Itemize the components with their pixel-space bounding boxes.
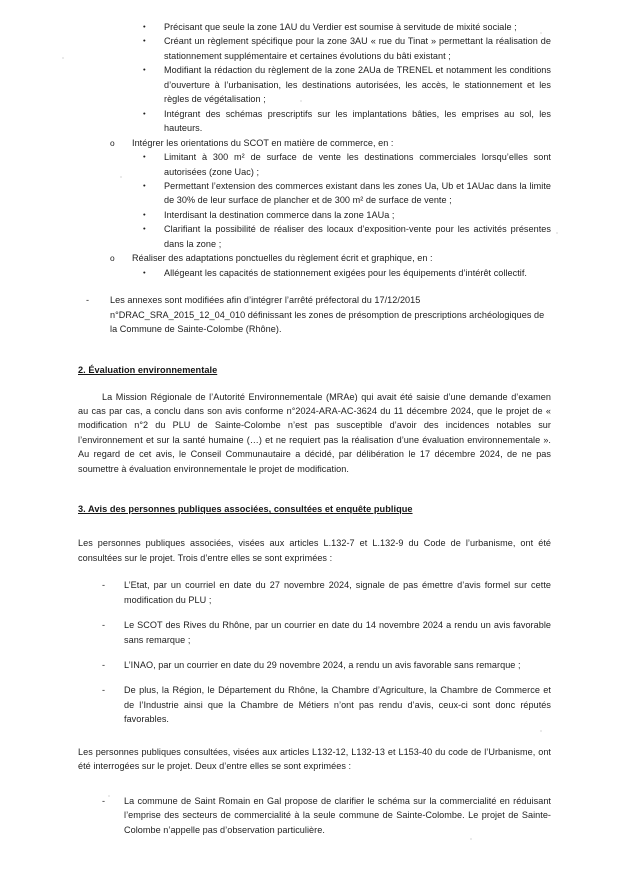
list-item-text: Limitant à 300 m² de surface de vente les destinations commerciales lorsqu’elles sont autorisées (zone Uac) ;: [164, 152, 551, 177]
list-item: [78, 208, 551, 222]
bullet-icon: •: [143, 224, 146, 234]
section-3-heading: 3. Avis des personnes publiques associées, consultées et enquête publique: [78, 504, 413, 515]
avis-consultees-list: [78, 794, 551, 837]
list-item-text: Permettant l’extension des commerces existant dans les zones Ua, Ub et 1AUac dans la limite de 30% de leur surface de plancher et de 300 m² de surface de vente ;: [164, 180, 551, 206]
bullet-icon: •: [143, 152, 146, 162]
list-item: [78, 20, 551, 34]
dash-marker-icon: -: [102, 795, 106, 806]
section-2-heading: 2. Évaluation environnementale: [78, 364, 218, 375]
section-3-intro-consultees: Les personnes publiques consultées, visées aux articles L132-12, L132-13 et L153-40 du code de l’Urbanisme, ont été interrogées sur le projet. Deux d’entre elles se sont exprimées :: [78, 746, 551, 772]
bullet-icon: •: [143, 267, 146, 277]
list-item: [78, 658, 551, 672]
spacer: [78, 337, 551, 363]
list-item: [78, 266, 551, 280]
bullet-icon: •: [143, 36, 146, 46]
annexes-text: Les annexes sont modifiées afin d’intégrer l’arrêté préfectoral du 17/12/2015 n°DRAC_SRA_2015_12_04_010 définissant les zones de présomption de prescriptions archéologiques de la Commune de Sainte-Colombe (Rhône).: [110, 295, 545, 335]
spacer: [78, 738, 551, 745]
list-item: [78, 794, 551, 837]
spacer: [78, 774, 551, 794]
dash-marker-icon: -: [102, 580, 106, 591]
list-item-text: Précisant que seule la zone 1AU du Verdier est soumise à servitude de mixité sociale ;: [164, 22, 517, 32]
list-item: [78, 179, 551, 208]
list-item-text: Intégrer les orientations du SCOT en matière de commerce, en :: [132, 137, 394, 148]
list-item-text: Intégrant des schémas prescriptifs sur les implantations bâties, les emprises au sol, les hauteurs.: [164, 108, 551, 134]
spacer: [78, 565, 551, 578]
bullet-icon: •: [143, 180, 146, 190]
dash-marker-icon: -: [102, 620, 106, 631]
list-item-text: Réaliser des adaptations ponctuelles du règlement écrit et graphique, en :: [132, 253, 433, 264]
list-item: [78, 222, 551, 251]
dash-marker-icon: -: [102, 685, 106, 696]
list-item: [78, 136, 551, 150]
list-item-text: Créant un règlement spécifique pour la zone 3AU « rue du Tinat » permettant la réalisation de stationnement supplémentaire et certaines évolutions du bâti existant ;: [164, 36, 551, 61]
modification-bullet-list: [78, 20, 551, 280]
list-item: [78, 578, 551, 607]
annexes-list-item: [78, 293, 551, 336]
list-item: [78, 34, 551, 63]
circle-marker-icon: o: [110, 137, 115, 148]
dash-marker-icon: -: [102, 659, 106, 670]
list-item: [78, 251, 551, 265]
circle-marker-icon: o: [110, 253, 115, 264]
list-item: [78, 63, 551, 106]
spacer: [78, 476, 551, 502]
bullet-icon: •: [143, 22, 146, 31]
list-item-text: L’INAO, par un courrier en date du 29 novembre 2024, a rendu un avis favorable sans remarque ;: [124, 659, 521, 670]
list-item-text: Clarifiant la possibilité de réaliser des locaux d’exposition-vente pour les activités présentes dans la zone ;: [164, 224, 551, 249]
avis-associees-list: [78, 578, 551, 727]
list-item-text: L’Etat, par un courriel en date du 27 novembre 2024, signale de pas émettre d’avis formel sur cette modification du PLU ;: [124, 580, 551, 605]
section-2-paragraph: La Mission Régionale de l’Autorité Environnementale (MRAe) qui avait été saisie d’une demande d’examen au cas par cas, a conclu dans son avis conforme n°2024-ARA-AC-3624 du 11 décembre 2024, que le projet de « modification n°2 du PLU de Sainte-Colombe n’est pas susceptible d’avoir des incidences notables sur l’environnement et sur la santé humaine (…) et ne requiert pas la réalisation d’une évaluation environnementale ». Au regard de cet avis, le Conseil Communautaire a décidé, par délibération le 17 décembre 2024, de ne pas soumettre à évaluation environnementale le projet de modification.: [78, 391, 551, 474]
dash-marker-icon: -: [86, 295, 90, 306]
spacer: [78, 516, 551, 536]
bullet-icon: •: [143, 209, 146, 219]
list-item-text: Modifiant la rédaction du règlement de la zone 2AUa de TRENEL et notamment les conditions d’ouverture à l’urbanisation, les destinations autorisées, les accès, le stationnement et les règles de végétalisation ;: [164, 65, 551, 105]
spacer: [78, 280, 551, 293]
list-item: [78, 107, 551, 136]
list-item-text: Interdisant la destination commerce dans la zone 1AUa ;: [164, 209, 395, 220]
spacer: [78, 377, 551, 390]
list-item-text: La commune de Saint Romain en Gal propose de clarifier le schéma sur la commercialité en réduisant l’emprise des secteurs de commercialité à la seule commune de Sainte-Colombe. Le projet de Sainte-Colombe n’appelle pas d’observation particulière.: [124, 795, 551, 835]
list-item-text: Le SCOT des Rives du Rhône, par un courrier en date du 14 novembre 2024 a rendu un avis favorable sans remarque ;: [124, 620, 551, 645]
section-3-intro-associees: Les personnes publiques associées, visées aux articles L.132-7 et L.132-9 du Code de l’urbanisme, ont été consultées sur le projet. Trois d’entre elles se sont exprimées :: [78, 538, 551, 563]
list-item: [78, 150, 551, 179]
bullet-icon: •: [143, 108, 146, 118]
list-item-text: De plus, la Région, le Département du Rhône, la Chambre d’Agriculture, la Chambre de Commerce et de l’Industrie ainsi que la Chambre de Métiers n’ont pas rendu d’avis, ceux-ci sont donc réputés favorables.: [124, 685, 551, 725]
list-item: [78, 683, 551, 726]
list-item: [78, 618, 551, 647]
bullet-icon: •: [143, 65, 146, 75]
list-item-text: Allégeant les capacités de stationnement exigées pour les équipements d’intérêt collectif.: [164, 267, 528, 278]
